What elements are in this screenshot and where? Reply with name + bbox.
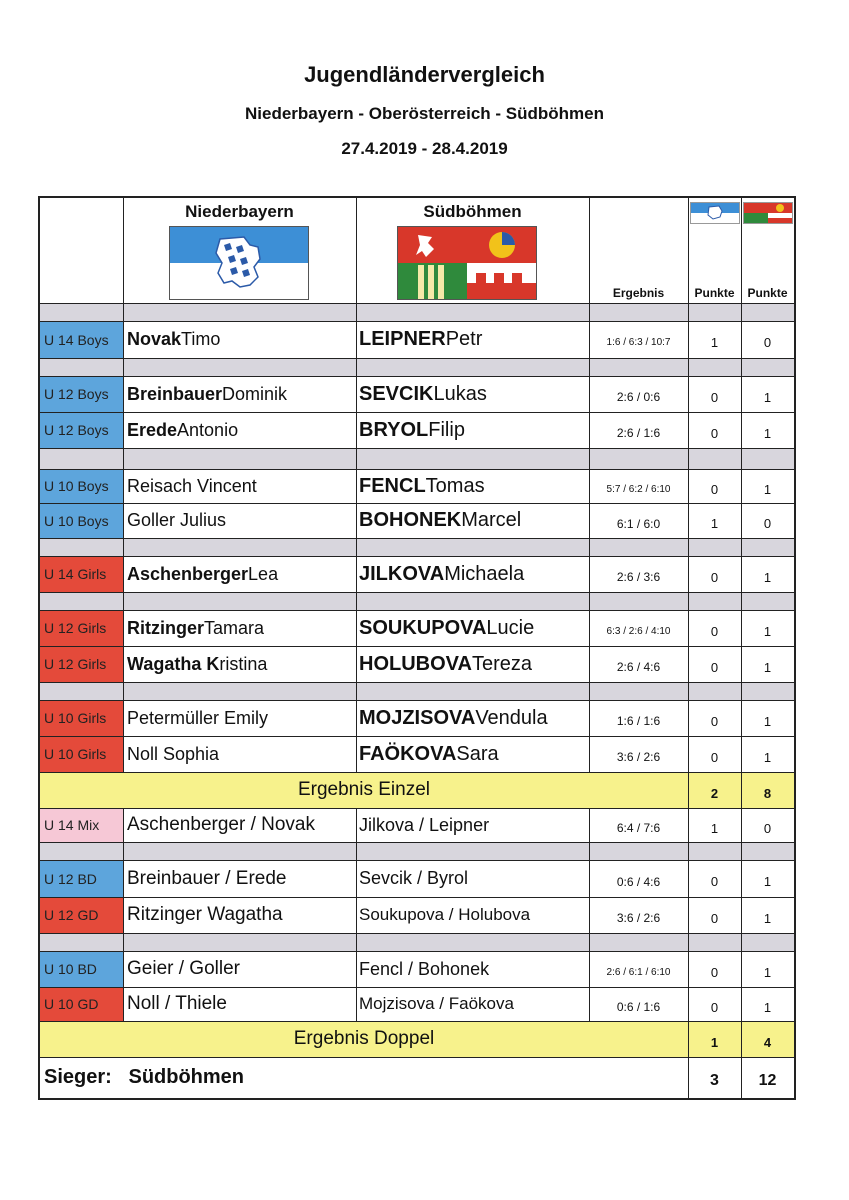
result-cell: 6:4 / 7:6 <box>616 821 661 835</box>
document-subtitle: Niederbayern - Oberösterreich - Südböhmen <box>245 104 604 123</box>
points1-cell: 0 <box>710 713 719 729</box>
match-row <box>40 700 794 736</box>
player1-cell: Aschenberger Lea <box>127 563 279 584</box>
grid-line <box>40 592 794 593</box>
category-cell: U 14 Girls <box>40 556 123 592</box>
result-cell: 6:3 / 2:6 / 4:10 <box>606 625 671 637</box>
points1-cell: 0 <box>710 623 719 639</box>
player2-cell: BRYOL Filip <box>359 418 465 441</box>
result-cell: 6:1 / 6:0 <box>616 516 661 531</box>
match-row <box>40 860 794 897</box>
category-cell: U 12 Boys <box>40 376 123 412</box>
category-cell: U 10 GD <box>40 987 123 1021</box>
points1-cell: 0 <box>710 569 719 585</box>
points2-cell: 0 <box>763 335 772 350</box>
grid-line <box>40 700 794 701</box>
niederbayern-mini-flag-icon <box>690 202 740 224</box>
match-row <box>40 412 794 448</box>
player2-cell: Sevcik / Byrol <box>359 868 469 888</box>
category-cell: U 12 BD <box>40 860 123 897</box>
player2-cell: SOUKUPOVA Lucie <box>359 616 535 639</box>
category-cell: U 10 Girls <box>40 700 123 736</box>
player2-cell: HOLUBOVA Tereza <box>359 652 532 675</box>
points2-column-header: Punkte <box>747 286 788 300</box>
result-cell: 2:6 / 1:6 <box>616 426 661 440</box>
player2-cell: Fencl / Bohonek <box>359 958 490 979</box>
grid-line <box>40 842 794 843</box>
category-cell: U 12 Boys <box>40 412 123 448</box>
category-cell: U 14 Mix <box>40 808 123 842</box>
team1-heading: Niederbayern <box>185 202 294 221</box>
match-row <box>40 808 794 842</box>
grid-line <box>40 469 794 470</box>
points1-cell: 0 <box>710 659 719 675</box>
niederbayern-flag-icon <box>169 226 309 300</box>
category-cell: U 10 Boys <box>40 503 123 538</box>
grid-line <box>123 198 124 772</box>
grid-line <box>688 198 689 1100</box>
player2-cell: LEIPNER Petr <box>359 328 483 350</box>
grid-line <box>40 503 794 504</box>
points1-cell: 0 <box>710 425 719 441</box>
player1-cell: Novak Timo <box>127 329 221 349</box>
player1-cell: Ritzinger Tamara <box>127 617 265 638</box>
event-dates: 27.4.2019 - 28.4.2019 <box>341 139 508 158</box>
spacer-row <box>40 592 794 610</box>
singles-points1: 2 <box>710 785 719 801</box>
grid-line <box>40 682 794 683</box>
grid-line <box>356 808 357 1021</box>
grid-line <box>40 1021 794 1022</box>
player1-cell: Aschenberger / Novak <box>127 814 315 835</box>
grid-line <box>741 198 742 1100</box>
points2-cell: 1 <box>763 659 772 675</box>
grid-line <box>40 808 794 809</box>
category-cell: U 14 Boys <box>40 321 123 358</box>
grid-line <box>40 412 794 413</box>
spacer-row <box>40 538 794 556</box>
points2-cell: 1 <box>763 999 772 1015</box>
player1-cell: Breinbauer / Erede <box>127 867 287 889</box>
points2-cell: 0 <box>763 516 772 531</box>
spacer-row <box>40 448 794 469</box>
result-cell: 2:6 / 4:6 <box>616 660 661 674</box>
category-cell: U 12 Girls <box>40 646 123 682</box>
grid-line <box>40 860 794 861</box>
grid-line <box>40 556 794 557</box>
grid-line <box>589 808 590 1021</box>
match-row <box>40 646 794 682</box>
singles-summary-row <box>40 772 794 808</box>
points1-cell: 0 <box>710 389 719 405</box>
result-cell: 3:6 / 2:6 <box>616 750 661 764</box>
grid-line <box>40 303 794 304</box>
player1-cell: Erede Antonio <box>127 419 239 440</box>
result-cell: 2:6 / 3:6 <box>616 570 661 584</box>
player1-cell: Noll Sophia <box>127 743 220 764</box>
spacer-row <box>40 933 794 951</box>
points2-cell: 1 <box>763 874 772 889</box>
winner-label: Sieger: Südböhmen <box>44 1066 245 1088</box>
player2-cell: JILKOVA Michaela <box>359 562 525 585</box>
match-row <box>40 610 794 646</box>
results-table <box>38 196 796 1100</box>
spacer-row <box>40 842 794 860</box>
player1-cell: Reisach Vincent <box>127 475 257 496</box>
player2-cell: FAÖKOVA Sara <box>359 742 499 765</box>
grid-line <box>40 951 794 952</box>
document-title: Jugendländervergleich <box>304 62 545 87</box>
player1-cell: Petermüller Emily <box>127 707 269 728</box>
suedboehmen-mini-flag-icon <box>743 202 793 224</box>
points1-cell: 0 <box>710 874 719 889</box>
match-row <box>40 736 794 772</box>
grid-line <box>40 376 794 377</box>
grid-line <box>40 448 794 449</box>
grid-line <box>40 358 794 359</box>
points1-cell: 0 <box>710 910 719 926</box>
player1-cell: Breinbauer Dominik <box>127 383 288 404</box>
points1-cell: 0 <box>710 964 719 980</box>
grid-line <box>40 610 794 611</box>
suedboehmen-flag-icon <box>397 226 537 300</box>
match-row <box>40 897 794 933</box>
result-cell: 1:6 / 6:3 / 10:7 <box>606 337 671 348</box>
doubles-points2: 4 <box>763 1034 772 1050</box>
player2-cell: FENCL Tomas <box>359 474 485 497</box>
grid-line <box>40 1057 794 1058</box>
winner-row <box>40 1057 794 1098</box>
grid-line <box>40 538 794 539</box>
singles-points2: 8 <box>763 785 772 801</box>
spacer-row <box>40 303 794 321</box>
singles-summary-label: Ergebnis Einzel <box>297 779 431 800</box>
result-cell: 2:6 / 6:1 / 6:10 <box>606 966 671 978</box>
grid-line <box>40 897 794 898</box>
points1-column-header: Punkte <box>694 286 735 300</box>
points2-cell: 1 <box>763 481 772 497</box>
category-cell: U 10 BD <box>40 951 123 987</box>
points2-cell: 1 <box>763 713 772 729</box>
doubles-points1: 1 <box>710 1034 719 1050</box>
spacer-row <box>40 682 794 700</box>
points1-cell: 0 <box>710 481 719 497</box>
points2-cell: 1 <box>763 910 772 926</box>
result-cell: 0:6 / 4:6 <box>616 874 661 889</box>
match-row <box>40 503 794 538</box>
player2-cell: Jilkova / Leipner <box>359 814 490 835</box>
category-cell: U 10 Boys <box>40 469 123 503</box>
grid-line <box>40 987 794 988</box>
points2-cell: 1 <box>763 749 772 765</box>
match-row <box>40 556 794 592</box>
result-cell: 5:7 / 6:2 / 6:10 <box>606 483 671 495</box>
match-row <box>40 987 794 1021</box>
match-row <box>40 469 794 503</box>
result-cell: 0:6 / 1:6 <box>616 1000 661 1014</box>
match-row <box>40 951 794 987</box>
result-column-header: Ergebnis <box>612 286 665 300</box>
points2-cell: 1 <box>763 425 772 441</box>
player1-cell: Ritzinger Wagatha <box>127 904 283 925</box>
player2-cell: SEVCIK Lukas <box>359 382 487 405</box>
player1-cell: Noll / Thiele <box>127 993 227 1014</box>
player1-cell: Geier / Goller <box>127 958 240 979</box>
points1-cell: 0 <box>710 749 719 765</box>
points1-cell: 0 <box>710 999 719 1015</box>
match-row <box>40 321 794 358</box>
spacer-row <box>40 358 794 376</box>
winner-points2: 12 <box>758 1071 777 1089</box>
doubles-summary-label: Ergebnis Doppel <box>293 1028 435 1049</box>
grid-line <box>123 808 124 1021</box>
category-cell: U 10 Girls <box>40 736 123 772</box>
grid-line <box>40 646 794 647</box>
grid-line <box>40 772 794 773</box>
player2-cell: BOHONEK Marcel <box>359 509 522 531</box>
points1-cell: 1 <box>710 335 719 350</box>
points2-cell: 0 <box>763 820 772 836</box>
grid-line <box>40 321 794 322</box>
grid-line <box>589 198 590 772</box>
player2-cell: MOJZISOVA Vendula <box>359 706 548 729</box>
result-cell: 1:6 / 1:6 <box>616 714 661 728</box>
category-cell: U 12 GD <box>40 897 123 933</box>
result-cell: 3:6 / 2:6 <box>616 911 661 925</box>
grid-line <box>40 933 794 934</box>
player2-cell: Soukupova / Holubova <box>359 905 531 924</box>
points2-cell: 1 <box>763 964 772 980</box>
winner-points1: 3 <box>710 1071 719 1089</box>
points1-cell: 1 <box>710 516 719 531</box>
grid-line <box>40 736 794 737</box>
points2-cell: 1 <box>763 569 772 585</box>
team2-heading: Südböhmen <box>423 202 522 221</box>
player2-cell: Mojzisova / Faökova <box>359 994 514 1013</box>
player1-cell: Wagatha K ristina <box>127 653 268 674</box>
match-row <box>40 376 794 412</box>
points1-cell: 1 <box>710 820 719 836</box>
player1-cell: Goller Julius <box>127 510 227 530</box>
points2-cell: 1 <box>763 389 772 405</box>
points2-cell: 1 <box>763 623 772 639</box>
category-cell: U 12 Girls <box>40 610 123 646</box>
result-cell: 2:6 / 0:6 <box>616 390 661 404</box>
doubles-summary-row <box>40 1021 794 1057</box>
grid-line <box>356 198 357 772</box>
